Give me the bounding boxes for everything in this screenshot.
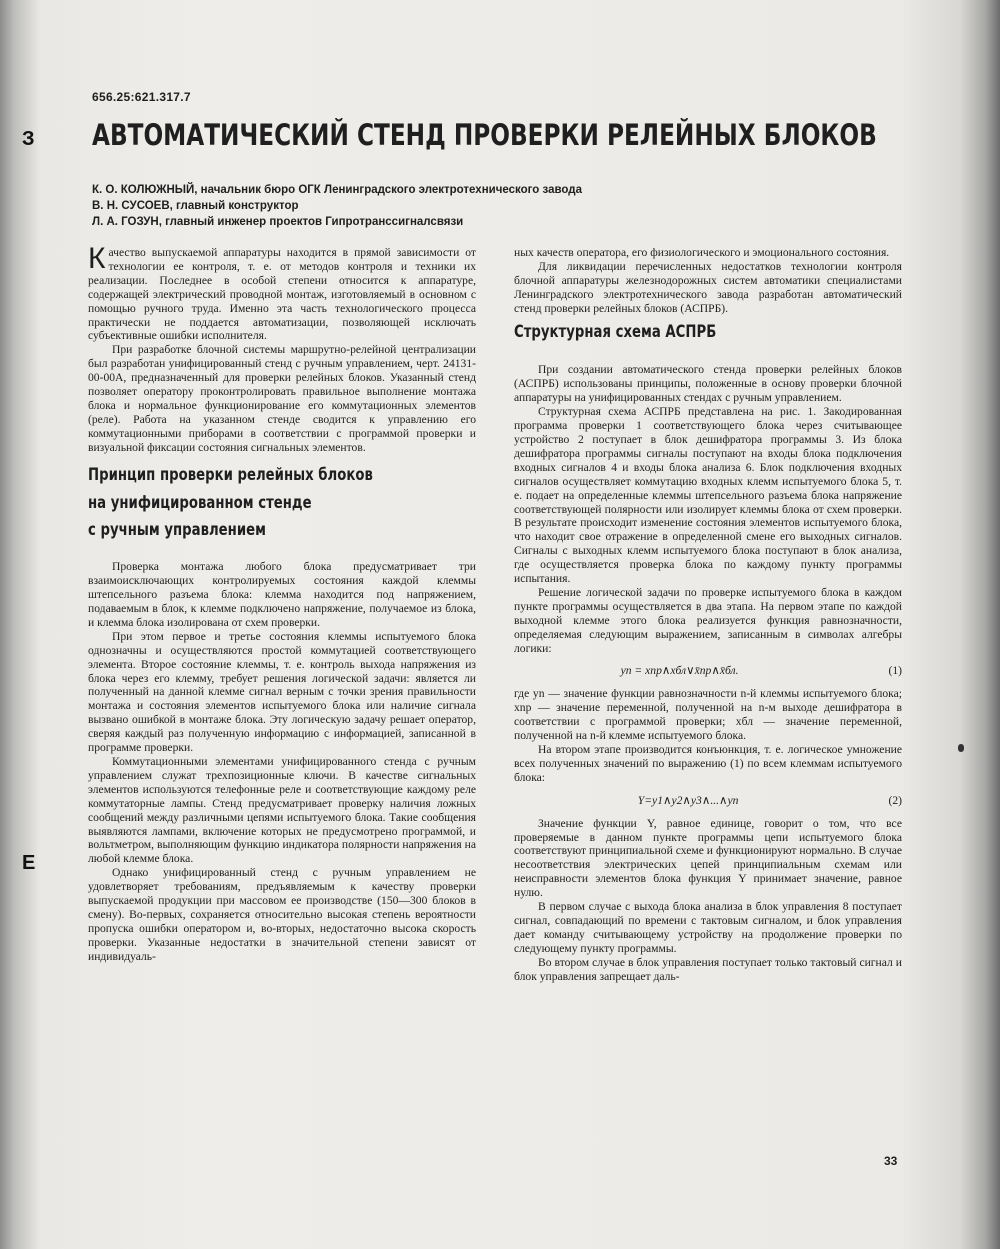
author-line: Л. А. ГОЗУН, главный инженер проектов Гипротранссигналсвязи [92, 216, 464, 228]
section-heading: Структурная схема АСПРБ [514, 321, 717, 342]
paragraph: Решение логической задачи по проверке испытуемого блока в каждом пункте программы осуществляется в два этапа. На первом этапе по каждой выходной клемме этого блока реализуется функция равнозначности, определяемая следующим выражением, записанным в символах алгебры логики: [514, 585, 902, 655]
margin-mark-top: З [22, 128, 35, 150]
article-title: АВТОМАТИЧЕСКИЙ СТЕНД ПРОВЕРКИ РЕЛЕЙНЫХ БЛОКОВ [92, 118, 877, 152]
section-heading: на унифицированном стенде [88, 492, 312, 513]
paragraph: Структурная схема АСПРБ представлена на рис. 1. Закодированная программа проверки 1 соответствующего блока через считывающее устройство 2 поступает в блок дешифратора программы 3. Из блока дешифратора программы сигналы поступают на входы блока подключения входных сигналов 4 и входы блока анализа 6. Блок подключения входных сигналов осуществляет коммутацию входных клемм испытуемого блока 5, т. е. подает на определенные клеммы штепсельного разъема блока напряжение соответствующей полярности или изолирует клеммы блока от схем проверки. В результате происходит изменение состояния элементов испытуемого блока, что находит свое отражение в определенной смене его выходных сигналов. Сигналы с выходных клемм испытуемого блока поступают в блок анализа, где осуществляется проверка блока по каждому пункту программы испытания. [514, 405, 902, 586]
formula-1 [514, 664, 902, 678]
margin-mark-middle: Е [22, 852, 36, 874]
paragraph: В первом случае с выхода блока анализа в блок управления 8 поступает сигнал, совпадающий по времени с тактовым сигналом, и блок управления дает команду считывающему устройству на продолжение проверки по следующему пункту программы. [514, 900, 902, 955]
paragraph [88, 242, 476, 343]
ink-spot [958, 744, 964, 752]
page-number: 33 [884, 1154, 898, 1168]
paragraph: На втором этапе производится конъюнкция, т. е. логическое умножение всех полученных значений по выражению (1) по всем клеммам испытуемого блока: [514, 743, 902, 784]
formula-number: (2) [888, 793, 902, 807]
formula-2 [514, 794, 902, 808]
paragraph: Значение функции Y, равное единице, говорит о том, что все проверяемые в данном пункте программы цепи испытуемого блока соответствуют принципиальной схеме и функционируют нормально. В случае несоответствия электрических цепей принципиальным схемам или неисправности элементов блока функция Y принимает значение, равное нулю. [514, 816, 902, 900]
drop-cap: К [88, 242, 106, 275]
formula-number: (1) [888, 664, 902, 678]
formula-expression: yn = xnp∧xбл∨x̄np∧x̄бл. [620, 664, 739, 678]
formula-expression: Y=y1∧y2∧y3∧...∧yn [637, 793, 739, 807]
paragraph: При создании автоматического стенда проверки релейных блоков (АСПРБ) использованы принципы, положенные в основу проверки блочной аппаратуры на унифицированных стендах с ручным управлением. [514, 363, 902, 405]
paragraph-text: ачество выпускаемой аппаратуры находится в прямой зависимости от технологии ее контроля, т. е. от методов контроля и техники их реализации. Последнее в особой степени относится к аппаратуре, содержащей электрический проводной монтаж, изготовляемый в основном с помощью ручного труда. Именно эта часть технологического процесса практически не поддается автоматизации, позволяющей исключать субъективные ошибки исполнителя. [88, 246, 476, 343]
paragraph: При этом первое и третье состояния клеммы испытуемого блока однозначны и осуществляются простой коммутацией соответствующего элемента. Второе состояние клеммы, т. е. контроль выхода напряжения из блока через его клемму, требует решения логической задачи: является ли полученный на данной клемме сигнал верным с точки зрения правильности монтажа и состояния элементов испытуемого блока или наличие сигнала вызвано ошибкой в монтаже блока. Эту логическую задачу решает оператор, сверяя каждый раз полученную информацию с информацией, записанной в программе проверки. [88, 629, 476, 755]
author-line: К. О. КОЛЮЖНЫЙ, начальник бюро ОГК Ленинградского электротехнического завода [92, 184, 582, 196]
paragraph: Проверка монтажа любого блока предусматривает три взаимоисключающих контролируемых состояния каждой клеммы штепсельного разъема блока: клемма находится под напряжением, подаваемым в блок, к клемме подключено напряжение, получаемое из блока, и клемма блока изолирована от схем проверки. [88, 560, 476, 629]
section-heading: с ручным управлением [88, 520, 266, 541]
author-line: В. Н. СУСОЕВ, главный конструктор [92, 200, 299, 212]
left-column [88, 242, 476, 964]
paragraph: Однако унифицированный стенд с ручным управлением не удовлетворяет требованиям, предъявляемым к качеству проверки выпускаемой продукции при массовом ее производстве (150—300 блоков в смену). Во-первых, сохраняется относительно высокая степень вероятности пропуска ошибки оператором и, во-вторых, недостаточно высока скорость проверки. Указанные недостатки в значительной степени зависят от индивидуаль- [88, 866, 476, 963]
paragraph: Во втором случае в блок управления поступает только тактовый сигнал и блок управления запрещает даль- [514, 955, 902, 983]
author-list [92, 182, 912, 230]
paragraph: ных качеств оператора, его физиологического и эмоционального состояния. [514, 246, 890, 259]
paragraph: Коммутационными элементами унифицированного стенда с ручным управлением служат трехпозиционные ключи. В качестве сигнальных элементов используются телефонные реле и соответствующие каждому реле коммутаторные лампы. Стенд предусматривает проверку наличия ложных сообщений между различными цепями испытуемого блока. Такие сообщения выявляются лампами, включение которых не предусмотрено программой, и вольтметром, выполняющим функцию индикатора полярности напряжения на любой клемме блока. [88, 755, 476, 866]
udc-code: 656.25:621.317.7 [92, 90, 191, 104]
paragraph: где yn — значение функции равнозначности n-й клеммы испытуемого блока; xnp — значение переменной, полученной на n-м выходе дешифратора в соответствии с программой проверки; xбл — значение переменной, полученной на n-й клемме испытуемого блока. [514, 687, 902, 743]
right-column [514, 246, 902, 984]
section-heading: Принцип проверки релейных блоков [88, 464, 373, 485]
paragraph: При разработке блочной системы маршрутно-релейной централизации был разработан унифицированный стенд с ручным управлением, черт. 24131-00-00А, предназначенный для проверки релейных блоков. Указанный стенд позволяет оператору проконтролировать правильное выполнение монтажа блока и нормальное функционирование его коммутационных элементов (реле). Работа на указанном стенде сводится к управлению его коммутационными приборами в соответствии с программой проверки и визуальной фиксации состояния сигнальных элементов. [88, 343, 476, 454]
paragraph: Для ликвидации перечисленных недостатков технологии контроля блочной аппаратуры железнодорожных систем автоматики специалистами Ленинградского электротехнического завода разработан автоматический стенд проверки релейных блоков (АСПРБ). [514, 259, 902, 315]
